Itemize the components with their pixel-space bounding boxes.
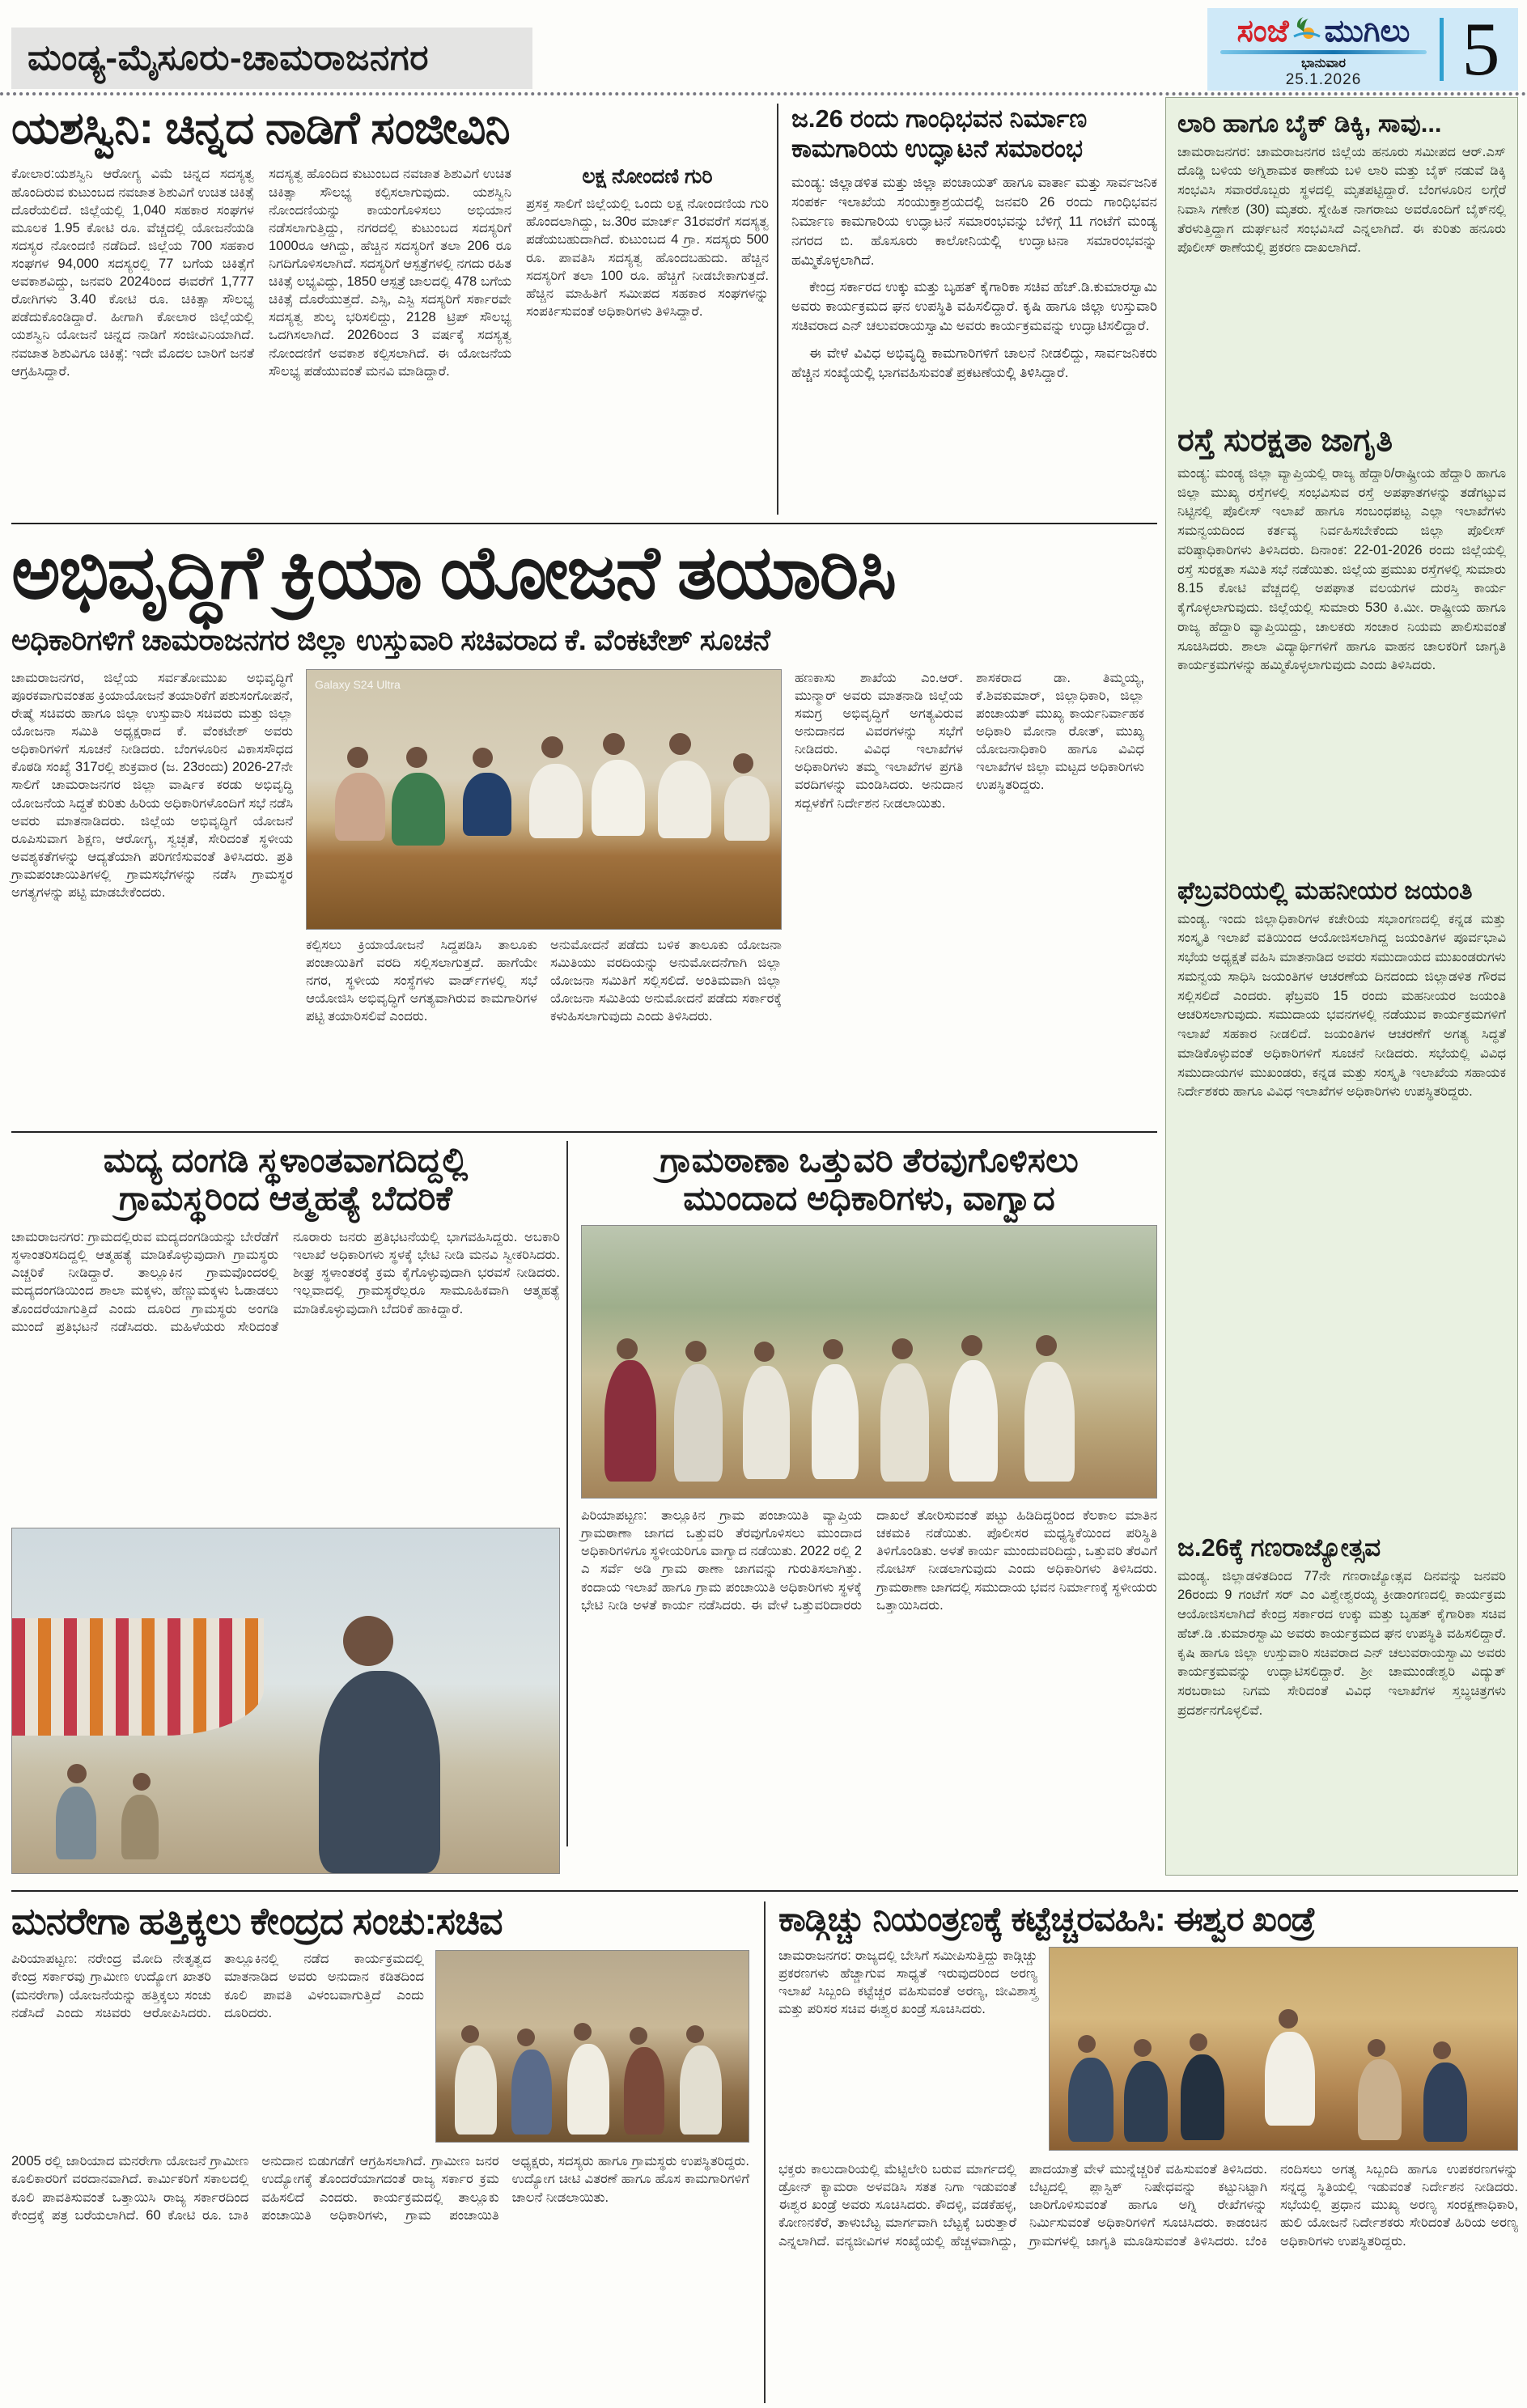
masthead-title-blue: ಮುಗಿಲು xyxy=(1324,15,1410,49)
article-gandhibhavan-p1: ಮಂಡ್ಯ: ಜಿಲ್ಲಾಡಳಿತ ಮತ್ತು ಜಿಲ್ಲಾ ಪಂಚಾಯತ್ ಹಾಗೂ ವಾರ್ತಾ ಮತ್ತು ಸಾರ್ವಜನಿಕ ಸಂಪರ್ಕ ಇಲಾಖೆಯ ಸಂಯುಕ್ತಾಶ್ರಯದಲ್ಲಿ ಜನವರಿ 26 ರಂದು ಗಾಂಧಿಭವನ ನಿರ್ಮಾಣ ಕಾಮಗಾರಿಯ ಉದ್ಘಾಟನೆ ಸಮಾರಂಭವನ್ನು ಬೆಳಿಗ್ಗೆ 11 ಗಂಟೆಗೆ ಮಂಡ್ಯ ನಗರದ ಬಿ. ಹೊಸೂರು ಕಾಲೋನಿಯಲ್ಲಿ ಉದ್ಘಾಟನಾ ಸಮಾರಂಭವನ್ನು ಹಮ್ಮಿಕೊಳ್ಳಲಾಗಿದೆ. xyxy=(791,175,1157,268)
right-rail xyxy=(1165,97,1518,1876)
article-forest-fire-cap1: ಭಕ್ತರು ಕಾಲುದಾರಿಯಲ್ಲಿ ಮೆಟ್ಟಿಲೇರಿ ಬರುವ ಮಾರ್ಗದಲ್ಲಿ ಡ್ರೋನ್ ಕ್ಯಾಮರಾ ಅಳವಡಿಸಿ ಸತತ ನಿಗಾ ಇಡುವಂತೆ ಈಶ್ವರ ಖಂಡ್ರೆ ಅವರು ಸೂಚಿಸಿದರು. xyxy=(778,2162,1016,2213)
article-main xyxy=(11,523,1157,1090)
article-gandhibhavan-headline-line1: ಜ.26 ರಂದು ಗಾಂಧಿಭವನ ನಿರ್ಮಾಣ xyxy=(791,104,1088,133)
region-header-text: ಮಂಡ್ಯ-ಮೈಸೂರು-ಚಾಮರಾಜನಗರ xyxy=(28,38,429,78)
masthead-date: 25.1.2026 xyxy=(1285,71,1362,88)
rail-story-road-safety xyxy=(1177,423,1506,876)
masthead-day: ಭಾನುವಾರ xyxy=(1301,57,1346,70)
event-photo xyxy=(435,1950,749,2143)
article-yashasvini-headline: ಯಶಸ್ವಿನಿ: ಚಿನ್ನದ ನಾಡಿಗೆ ಸಂಜೀವಿನಿ xyxy=(11,102,510,153)
palm-sun-logo xyxy=(1292,17,1321,47)
article-gramathana xyxy=(566,1141,1157,1846)
article-gramathana-body: ಪಿರಿಯಾಪಟ್ಟಣ: ತಾಲ್ಲೂಕಿನ ಗ್ರಾಮ ಪಂಚಾಯಿತಿ ವ್ಯಾಪ್ತಿಯ ಗ್ರಾಮಠಾಣಾ ಜಾಗದ ಒತ್ತುವರಿ ತೆರವುಗೊಳಿಸಲು ಮುಂದಾದ ಅಧಿಕಾರಿಗಳಿಗೂ ಸ್ಥಳೀಯರಿಗೂ ವಾಗ್ವಾದ ನಡೆಯಿತು. 2022 ರಲ್ಲಿ 2 ಎ ಸರ್ವೆ ಅಡಿ ಗ್ರಾಮ ಠಾಣಾ ಜಾಗವನ್ನು ಗುರುತಿಸಲಾಗಿತ್ತು. ಕಂದಾಯ ಇಲಾಖೆ ಹಾಗೂ ಗ್ರಾಮ ಪಂಚಾಯಿತಿ ಅಧಿಕಾರಿಗಳು ಸ್ಥಳಕ್ಕೆ ಭೇಟಿ ನೀಡಿ ಅಳತೆ ಕಾರ್ಯ ನಡೆಸಿದರು. ಈ ವೇಳೆ ಒತ್ತುವರಿದಾರರು ದಾಖಲೆ ತೋರಿಸುವಂತೆ ಪಟ್ಟು ಹಿಡಿದಿದ್ದರಿಂದ ಕೆಲಕಾಲ ಮಾತಿನ ಚಕಮಕಿ ನಡೆಯಿತು. ಪೊಲೀಸರ ಮಧ್ಯಸ್ಥಿಕೆಯಿಂದ ಪರಿಸ್ಥಿತಿ ತಿಳಿಗೊಂಡಿತು. ಅಳತೆ ಕಾರ್ಯ ಮುಂದುವರಿದಿದ್ದು, ಒತ್ತುವರಿ ತೆರವಿಗೆ ನೋಟಿಸ್ ನೀಡಲಾಗುವುದು ಎಂದು ಅಧಿಕಾರಿಗಳು ತಿಳಿಸಿದರು. ಗ್ರಾಮಠಾಣಾ ಜಾಗದಲ್ಲಿ ಸಮುದಾಯ ಭವನ ನಿರ್ಮಾಣಕ್ಕೆ ಸ್ಥಳೀಯರು ಒತ್ತಾಯಿಸಿದರು. xyxy=(581,1508,1157,1613)
masthead-underline xyxy=(1220,50,1427,54)
eviction-site-photo xyxy=(581,1225,1157,1499)
masthead-divider xyxy=(1440,18,1444,81)
masthead-title-block xyxy=(1212,11,1435,87)
rail-accident-headline: ಲಾರಿ ಹಾಗೂ ಬೈಕ್ ಡಿಕ್ಕಿ, ಸಾವು... xyxy=(1177,109,1442,138)
article-gandhibhavan xyxy=(777,104,1157,515)
article-mgnrega-lead: ಪಿರಿಯಾಪಟ್ಟಣ: ನರೇಂದ್ರ ಮೋದಿ ನೇತೃತ್ವದ ಕೇಂದ್ರ ಸರ್ಕಾರವು ಗ್ರಾಮೀಣ ಉದ್ಯೋಗ ಖಾತರಿ (ಮನರೇಗಾ) ಯೋಜನೆಯನ್ನು ಹತ್ತಿಕ್ಕಲು ಸಂಚು ನಡೆಸಿದೆ ಎಂದು ಸಚಿವರು ಆರೋಪಿಸಿದರು. ತಾಲ್ಲೂಕಿನಲ್ಲಿ ನಡೆದ ಕಾರ್ಯಕ್ರಮದಲ್ಲಿ ಮಾತನಾಡಿದ ಅವರು ಅನುದಾನ ಕಡಿತದಿಂದ ಕೂಲಿ ಪಾವತಿ ವಿಳಂಬವಾಗುತ್ತಿದೆ ಎಂದು ದೂರಿದರು. xyxy=(11,1952,424,2020)
rail-jayanti-body: ಮಂಡ್ಯ. ಇಂದು ಜಿಲ್ಲಾಧಿಕಾರಿಗಳ ಕಚೇರಿಯ ಸಭಾಂಗಣದಲ್ಲಿ ಕನ್ನಡ ಮತ್ತು ಸಂಸ್ಕೃತಿ ಇಲಾಖೆ ವತಿಯಿಂದ ಆಯೋಜಿಸಲಾಗಿದ್ದ ಜಯಂತಿಗಳ ಪೂರ್ವಭಾವಿ ಸಭೆಯ ಅಧ್ಯಕ್ಷತೆ ವಹಿಸಿ ಮಾತನಾಡಿದ ಅವರು ಸಮುದಾಯದ ಮುಖಂಡರುಗಳು ಸಮನ್ವಯ ಸಾಧಿಸಿ ಜಯಂತಿಗಳ ಆಚರಣೆಯ ದಿನದಂದು ಜಿಲ್ಲಾಡಳಿತ ಗೌರವ ಸಲ್ಲಿಸಲಿದೆ ಎಂದರು. ಫೆಬ್ರವರಿ 15 ರಂದು ಮಹನೀಯರ ಜಯಂತಿ ಆಚರಿಸಲಾಗುವುದು. ಸಮುದಾಯ ಭವನಗಳಲ್ಲಿ ನಡೆಯುವ ಕಾರ್ಯಕ್ರಮಗಳಿಗೆ ಇಲಾಖೆ ಸಹಕಾರ ನೀಡಲಿದೆ. ಜಯಂತಿಗಳ ಆಚರಣೆಗೆ ಅಗತ್ಯ ಸಿದ್ಧತೆ ಮಾಡಿಕೊಳ್ಳುವಂತೆ ಅಧಿಕಾರಿಗಳಿಗೆ ಸೂಚನೆ ನೀಡಿದರು. ಸಭೆಯಲ್ಲಿ ವಿವಿಧ ಸಮುದಾಯಗಳ ಮುಖಂಡರು, ಕನ್ನಡ ಮತ್ತು ಸಂಸ್ಕೃತಿ ಇಲಾಖೆಯ ಸಹಾಯಕ ನಿರ್ದೇಶಕರು ಹಾಗೂ ವಿವಿಧ ಇಲಾಖೆಗಳ ಅಧಿಕಾರಿಗಳು ಉಪಸ್ಥಿತರಿದ್ದರು. xyxy=(1177,911,1506,1100)
rail-story-accident xyxy=(1177,109,1506,423)
article-forest-fire-headline: ಕಾಡ್ಗಿಚ್ಚು ನಿಯಂತ್ರಣಕ್ಕೆ ಕಟ್ಟೆಚ್ಚರವಹಿಸಿ: ಈಶ್ವರ ಖಂಡ್ರೆ xyxy=(778,1900,1315,1938)
article-gandhibhavan-headline-line2: ಕಾಮಗಾರಿಯ ಉದ್ಘಾಟನೆ ಸಮಾರಂಭ xyxy=(791,134,1084,163)
row3-divider xyxy=(11,1131,1157,1133)
protest-photo xyxy=(11,1528,560,1874)
rail-republic-day-body: ಮಂಡ್ಯ. ಜಿಲ್ಲಾಡಳಿತದಿಂದ 77ನೇ ಗಣರಾಜ್ಯೋತ್ಸವ ದಿನವನ್ನು ಜನವರಿ 26ರಂದು 9 ಗಂಟೆಗೆ ಸರ್ ಎಂ ವಿಶ್ವೇಶ್ವರಯ್ಯ ಕ್ರೀಡಾಂಗಣದಲ್ಲಿ ಕಾರ್ಯಕ್ರಮ ಆಯೋಜಿಸಲಾಗಿದೆ ಕೇಂದ್ರ ಸರ್ಕಾರದ ಉಕ್ಕು ಮತ್ತು ಬೃಹತ್ ಕೈಗಾರಿಕಾ ಸಚಿವ ಹೆಚ್.ಡಿ .ಕುಮಾರಸ್ವಾಮಿ ಅವರು ಕಾರ್ಯಕ್ರಮದ ಘನ ಉಪಸ್ಥಿತಿ ವಹಿಸಲಿದ್ದಾರೆ. ಕೃಷಿ ಹಾಗೂ ಜಿಲ್ಲಾ ಉಸ್ತುವಾರಿ ಸಚಿವರಾದ ಎನ್ ಚಲುವರಾಯಸ್ವಾಮಿ ಅವರು ಕಾರ್ಯಕ್ರಮವನ್ನು ಉದ್ಘಾಟಿಸಲಿದ್ದಾರೆ. ಶ್ರೀ ಚಾಮುಂಡೇಶ್ವರಿ ವಿದ್ಯುತ್ ಸರಬರಾಜು ನಿಗಮ ಸೇರಿದಂತೆ ವಿವಿಧ ಇಲಾಖೆಗಳ ಸ್ತಬ್ಧಚಿತ್ರಗಳು ಪ್ರದರ್ಶನಗೊಳ್ಳಲಿವೆ. xyxy=(1177,1568,1506,1718)
row4-divider xyxy=(11,1890,1518,1892)
article-gramathana-headline-line1: ಗ್ರಾಮಠಾಣಾ ಒತ್ತುವರಿ ತೆರವುಗೊಳಿಸಲು xyxy=(660,1141,1079,1179)
article-yashasvini-col2: ಸದಸ್ಯತ್ವ ಹೊಂದಿದ ಕುಟುಂಬದ ನವಜಾತ ಶಿಶುವಿಗೆ ಉಚಿತ ಚಿಕಿತ್ಸಾ ಸೌಲಭ್ಯ ಕಲ್ಪಿಸಲಾಗುವುದು. ಯಶಸ್ವಿನಿ ನೋಂದಣಿಯನ್ನು ಕಾಯಂಗೊಳಿಸಲು ಅಭಿಯಾನ ನಡೆಸಲಾಗುತ್ತಿದ್ದು, ನಗರದಲ್ಲಿ ಕುಟುಂಬದ ಸದಸ್ಯರಿಗೆ 1000ರೂ ಆಗಿದ್ದು, ಹೆಚ್ಚಿನ ಸದಸ್ಯರಿಗೆ ತಲಾ 206 ರೂ ನಿಗದಿಗೊಳಿಸಲಾಗಿದೆ. ಸದಸ್ಯರಿಗೆ ಆಸ್ಪತ್ರೆಗಳಲ್ಲಿ ನಗದು ರಹಿತ ಚಿಕಿತ್ಸೆ ಲಭ್ಯವಿದ್ದು, 1850 ಆಸ್ಪತ್ರೆ ಜಾಲದಲ್ಲಿ 478 ಬಗೆಯ ಚಿಕಿತ್ಸೆ ದೊರೆಯುತ್ತದೆ. ಎಸ್ಸಿ, ಎಸ್ಟಿ ಸದಸ್ಯರಿಗೆ ಸರ್ಕಾರವೇ ಸದಸ್ಯತ್ವ ಶುಲ್ಕ ಭರಿಸಲಿದ್ದು, 2128 ಟ್ರಿಪ್ ಸೌಲಭ್ಯ ಒದಗಿಸಲಾಗಿದೆ. 2026ರಿಂದ 3 ವರ್ಷಕ್ಕೆ ಸದಸ್ಯತ್ವ ನೋಂದಣಿಗೆ ಅವಕಾಶ ಕಲ್ಪಿಸಲಾಗಿದೆ. ಈ ಯೋಜನೆಯ ಸೌಲಭ್ಯ ಪಡೆಯುವಂತೆ ಮನವಿ ಮಾಡಿದ್ದಾರೆ. xyxy=(269,167,511,379)
article-gandhibhavan-p3: ಈ ವೇಳೆ ವಿವಿಧ ಅಭಿವೃದ್ಧಿ ಕಾಮಗಾರಿಗಳಿಗೆ ಚಾಲನೆ ನೀಡಲಿದ್ದು, ಸಾರ್ವಜನಿಕರು ಹೆಚ್ಚಿನ ಸಂಖ್ಯೆಯಲ್ಲಿ ಭಾಗವಹಿಸುವಂತೆ ಪ್ರಕಟಣೆಯಲ್ಲಿ ತಿಳಿಸಿದ್ದಾರೆ. xyxy=(791,345,1157,380)
article-forest-fire xyxy=(764,1901,1518,2403)
article-forest-fire-body2: ಬೆಟ್ಟದಲ್ಲಿ ಪ್ಲಾಸ್ಟಿಕ್ ನಿಷೇಧವನ್ನು ಕಟ್ಟುನಿಟ್ಟಾಗಿ ಜಾರಿಗೊಳಿಸುವಂತೆ ಹಾಗೂ ಅಗ್ನಿ ರೇಖೆಗಳನ್ನು ನಿರ್ಮಿಸುವಂತೆ ಅಧಿಕಾರಿಗಳಿಗೆ ಸೂಚಿಸಿದರು. ಕಾಡಂಚಿನ ಗ್ರಾಮಗಳಲ್ಲಿ ಜಾಗೃತಿ ಮೂಡಿಸುವಂತೆ ತಿಳಿಸಿದರು. ಬೆಂಕಿ ನಂದಿಸಲು ಅಗತ್ಯ ಸಿಬ್ಬಂದಿ ಹಾಗೂ ಉಪಕರಣಗಳನ್ನು ಸನ್ನದ್ಧ ಸ್ಥಿತಿಯಲ್ಲಿ ಇಡುವಂತೆ ನಿರ್ದೇಶನ ನೀಡಿದರು. ಸಭೆಯಲ್ಲಿ ಪ್ರಧಾನ ಮುಖ್ಯ ಅರಣ್ಯ ಸಂರಕ್ಷಣಾಧಿಕಾರಿ, ಹುಲಿ ಯೋಜನೆ ನಿರ್ದೇಶಕರು ಸೇರಿದಂತೆ ಹಿರಿಯ ಅರಣ್ಯ ಅಧಿಕಾರಿಗಳು ಉಪಸ್ಥಿತರಿದ್ದರು. xyxy=(1029,2162,1518,2249)
article-main-mid-col2: ಅನುಮೋದನೆ ಪಡೆದು ಬಳಿಕ ತಾಲೂಕು ಯೋಜನಾ ಸಮಿತಿಯು ವರದಿಯನ್ನು ಅನುಮೋದನೆಗಾಗಿ ಜಿಲ್ಲಾ ಯೋಜನಾ ಸಮಿತಿಗೆ ಸಲ್ಲಿಸಲಿದೆ. ಅಂತಿಮವಾಗಿ ಜಿಲ್ಲಾ ಯೋಜನಾ ಸಮಿತಿಯ ಅನುಮೋದನೆ ಪಡೆದು ಸರ್ಕಾರಕ್ಕೆ ಕಳುಹಿಸಲಾಗುವುದು ಎಂದು ತಿಳಿಸಿದರು. xyxy=(550,937,782,1024)
region-header xyxy=(11,28,532,89)
article-mgnrega xyxy=(11,1901,749,2395)
article-mgnrega-body: 2005 ರಲ್ಲಿ ಜಾರಿಯಾದ ಮನರೇಗಾ ಯೋಜನೆ ಗ್ರಾಮೀಣ ಕೂಲಿಕಾರರಿಗೆ ವರದಾನವಾಗಿದೆ. ಕಾರ್ಮಿಕರಿಗೆ ಸಕಾಲದಲ್ಲಿ ಕೂಲಿ ಪಾವತಿಸುವಂತೆ ಒತ್ತಾಯಿಸಿ ರಾಜ್ಯ ಸರ್ಕಾರದಿಂದ ಕೇಂದ್ರಕ್ಕೆ ಪತ್ರ ಬರೆಯಲಾಗಿದೆ. 60 ಕೋಟಿ ರೂ. ಬಾಕಿ ಅನುದಾನ ಬಿಡುಗಡೆಗೆ ಆಗ್ರಹಿಸಲಾಗಿದೆ. ಗ್ರಾಮೀಣ ಜನರ ಉದ್ಯೋಗಕ್ಕೆ ತೊಂದರೆಯಾಗದಂತೆ ರಾಜ್ಯ ಸರ್ಕಾರ ಕ್ರಮ ವಹಿಸಲಿದೆ ಎಂದರು. ಕಾರ್ಯಕ್ರಮದಲ್ಲಿ ತಾಲ್ಲೂಕು ಪಂಚಾಯಿತಿ ಅಧಿಕಾರಿಗಳು, ಗ್ರಾಮ ಪಂಚಾಯಿತಿ ಅಧ್ಯಕ್ಷರು, ಸದಸ್ಯರು ಹಾಗೂ ಗ್ರಾಮಸ್ಥರು ಉಪಸ್ಥಿತರಿದ್ದರು. ಉದ್ಯೋಗ ಚೀಟಿ ವಿತರಣೆ ಹಾಗೂ ಹೊಸ ಕಾಮಗಾರಿಗಳಿಗೆ ಚಾಲನೆ ನೀಡಲಾಯಿತು. xyxy=(11,2154,749,2223)
rail-story-republic-day xyxy=(1177,1533,1506,1721)
article-mgnrega-headline: ಮನರೇಗಾ ಹತ್ತಿಕ್ಕಲು ಕೇಂದ್ರದ ಸಂಚು:ಸಚಿವ xyxy=(11,1900,503,1942)
article-yashasvini xyxy=(11,104,769,380)
article-forest-fire-body xyxy=(778,2160,1518,2403)
rail-road-safety-headline: ರಸ್ತೆ ಸುರಕ್ಷತಾ ಜಾಗೃತಿ xyxy=(1177,423,1393,458)
article-liquor-shop xyxy=(11,1141,560,1874)
article-yashasvini-subhead: ಲಕ್ಷ ನೋಂದಣಿ ಗುರಿ xyxy=(582,165,713,189)
rail-road-safety-body: ಮಂಡ್ಯ: ಮಂಡ್ಯ ಜಿಲ್ಲಾ ವ್ಯಾಪ್ತಿಯಲ್ಲಿ ರಾಜ್ಯ ಹೆದ್ದಾರಿ/ರಾಷ್ಟ್ರೀಯ ಹೆದ್ದಾರಿ ಹಾಗೂ ಜಿಲ್ಲಾ ಮುಖ್ಯ ರಸ್ತೆಗಳಲ್ಲಿ ಸಂಭವಿಸುವ ರಸ್ತೆ ಅಪಘಾತಗಳನ್ನು ತಡೆಗಟ್ಟುವ ನಿಟ್ಟಿನಲ್ಲಿ ಪೊಲೀಸ್ ಇಲಾಖೆ ಹಾಗೂ ಸಂಬಂಧಪಟ್ಟ ಎಲ್ಲಾ ಇಲಾಖೆಗಳು ಸಮನ್ವಯದಿಂದ ಕರ್ತವ್ಯ ನಿರ್ವಹಿಸಬೇಕೆಂದು ಜಿಲ್ಲಾ ಪೊಲೀಸ್ ವರಿಷ್ಠಾಧಿಕಾರಿಗಳು ತಿಳಿಸಿದರು. ದಿನಾಂಕ: 22-01-2026 ರಂದು ಜಿಲ್ಲೆಯಲ್ಲಿ ರಸ್ತೆ ಸುರಕ್ಷತಾ ಸಮಿತಿ ಸಭೆ ನಡೆಯಿತು. ಜಿಲ್ಲೆಯ ಪ್ರಮುಖ ರಸ್ತೆಗಳಲ್ಲಿ ಸುಮಾರು 8.15 ಕೋಟಿ ವೆಚ್ಚದಲ್ಲಿ ಅಪಘಾತ ವಲಯಗಳ ದುರಸ್ತಿ ಕಾರ್ಯ ಕೈಗೊಳ್ಳಲಾಗುವುದು. ಜಿಲ್ಲೆಯಲ್ಲಿ ಸುಮಾರು 530 ಕಿ.ಮೀ. ರಾಷ್ಟ್ರೀಯ ಹಾಗೂ ರಾಜ್ಯ ಹೆದ್ದಾರಿ ವ್ಯಾಪ್ತಿಯಿದ್ದು, ಚಾಲಕರು ಸಂಚಾರ ನಿಯಮ ಪಾಲಿಸುವಂತೆ ಸೂಚಿಸಿದರು. ಶಾಲಾ ವಿದ್ಯಾರ್ಥಿಗಳಿಗೆ ಹಾಗೂ ವಾಹನ ಚಾಲಕರಿಗೆ ಜಾಗೃತಿ ಕಾರ್ಯಕ್ರಮಗಳನ್ನು ಹಮ್ಮಿಕೊಳ್ಳಲಾಗುವುದು ಎಂದು ತಿಳಿಸಿದರು. xyxy=(1177,465,1506,673)
tent-canopy xyxy=(12,1618,264,1736)
article-yashasvini-col1: ಕೋಲಾರ:ಯಶಸ್ವಿನಿ ಆರೋಗ್ಯ ವಿಮೆ ಚಿನ್ನದ ಸದಸ್ಯತ್ವ ಹೊಂದಿರುವ ಕುಟುಂಬದ ನವಜಾತ ಶಿಶುವಿಗೆ ಉಚಿತ ಚಿಕಿತ್ಸೆ ದೊರೆಯಲಿದೆ. ಜಿಲ್ಲೆಯಲ್ಲಿ 1,040 ಸಹಕಾರ ಸಂಘಗಳ ಮೂಲಕ 1.95 ಕೋಟಿ ರೂ. ವೆಚ್ಚದಲ್ಲಿ ಯೋಜನೆಯಡಿ ಸದಸ್ಯರ ನೋಂದಣಿ ನಡೆದಿದೆ. ಜಿಲ್ಲೆಯ 700 ಸಹಕಾರ ಸಂಘಗಳ 94,000 ಸದಸ್ಯರಲ್ಲಿ 77 ಬಗೆಯ ಚಿಕಿತ್ಸೆಗೆ ಅವಕಾಶವಿದ್ದು, ಜನವರಿ 2024ರಿಂದ ಈವರೆಗೆ 1,777 ರೋಗಿಗಳು 3.40 ಕೋಟಿ ರೂ. ಚಿಕಿತ್ಸಾ ಸೌಲಭ್ಯ ಪಡೆದುಕೊಂಡಿದ್ದಾರೆ. ಹೀಗಾಗಿ ಕೋಲಾರ ಜಿಲ್ಲೆಯಲ್ಲಿ ಯಶಸ್ವಿನಿ ಯೋಜನೆ ಚಿನ್ನದ ನಾಡಿಗೆ ಸಂಜೀವಿನಿಯಾಗಿದೆ. ನವಜಾತ ಶಿಶುವಿಗೂ ಚಿಕಿತ್ಸೆ: ಇದೇ ಮೊದಲ ಬಾರಿಗೆ ಜನತೆ ಆಗ್ರಹಿಸಿದ್ದಾರೆ. xyxy=(11,167,254,379)
article-gandhibhavan-p2: ಕೇಂದ್ರ ಸರ್ಕಾರದ ಉಕ್ಕು ಮತ್ತು ಬೃಹತ್ ಕೈಗಾರಿಕಾ ಸಚಿವ ಹೆಚ್.ಡಿ.ಕುಮಾರಸ್ವಾಮಿ ಅವರು ಕಾರ್ಯಕ್ರಮದ ಘನ ಉಪಸ್ಥಿತಿ ವಹಿಸಲಿದ್ದಾರೆ. ಕೃಷಿ ಹಾಗೂ ಜಿಲ್ಲಾ ಉಸ್ತುವಾರಿ ಸಚಿವರಾದ ಎನ್ ಚಲುವರಾಯಸ್ವಾಮಿ ಅವರು ಕಾರ್ಯಕ್ರಮವನ್ನು ಉದ್ಘಾಟಿಸಲಿದ್ದಾರೆ. xyxy=(791,279,1157,333)
rail-accident-body: ಚಾಮರಾಜನಗರ: ಚಾಮರಾಜನಗರ ಜಿಲ್ಲೆಯ ಹನೂರು ಸಮೀಪದ ಆರ್.ಎಸ್ ದೊಡ್ಡಿ ಬಳಿಯ ಅಗ್ನಿಶಾಮಕ ಠಾಣೆಯ ಬಳಿ ಲಾರಿ ಮತ್ತು ಬೈಕ್ ನಡುವೆ ಡಿಕ್ಕಿ ಸಂಭವಿಸಿ ಸವಾರರೊಬ್ಬರು ಸ್ಥಳದಲ್ಲಿ ಮೃತಪಟ್ಟಿದ್ದಾರೆ. ಬೆಂಗಳೂರಿನ ಲಗ್ಗೆರೆ ನಿವಾಸಿ ಗಣೇಶ (30) ಮೃತರು. ಸ್ನೇಹಿತ ನಾಗರಾಜು ಅವರೊಂದಿಗೆ ಬೈಕ್‌ನಲ್ಲಿ ತೆರಳುತ್ತಿದ್ದಾಗ ದುರ್ಘಟನೆ ಸಂಭವಿಸಿದೆ ಎನ್ನಲಾಗಿದೆ. ಈ ಕುರಿತು ಹನೂರು ಪೊಲೀಸ್ ಠಾಣೆಯಲ್ಲಿ ಪ್ರಕರಣ ದಾಖಲಾಗಿದೆ. xyxy=(1177,144,1506,256)
article-gramathana-headline-line2: ಮುಂದಾದ ಅಧಿಕಾರಿಗಳು, ವಾಗ್ವಾದ xyxy=(683,1179,1055,1218)
article-main-headline: ಅಭಿವೃದ್ಧಿಗೆ ಕ್ರಿಯಾ ಯೋಜನೆ ತಯಾರಿಸಿ xyxy=(11,532,896,614)
article-main-col1: ಚಾಮರಾಜನಗರ, ಜಿಲ್ಲೆಯ ಸರ್ವತೋಮುಖ ಅಭಿವೃದ್ಧಿಗೆ ಪೂರಕವಾಗುವಂತಹ ಕ್ರಿಯಾಯೋಜನೆ ತಯಾರಿಕೆಗೆ ಪಶುಸಂಗೋಪನೆ, ರೇಷ್ಮೆ ಸಚಿವರು ಹಾಗೂ ಜಿಲ್ಲಾ ಉಸ್ತುವಾರಿ ಸಚಿವರು ಮತ್ತು ಜಿಲ್ಲಾ ಯೋಜನಾ ಸಮಿತಿ ಅಧ್ಯಕ್ಷರಾದ ಕೆ. ವೆಂಕಟೇಶ್ ಅವರು ಅಧಿಕಾರಿಗಳಿಗೆ ಸೂಚನೆ ನೀಡಿದರು. ಬೆಂಗಳೂರಿನ ವಿಕಾಸಸೌಧದ ಕೊಠಡಿ ಸಂಖ್ಯೆ 317ರಲ್ಲಿ ಶುಕ್ರವಾರ (ಜ. 23ರಂದು) 2026-27ನೇ ಸಾಲಿಗೆ ಚಾಮರಾಜನಗರ ಜಿಲ್ಲಾ ವಾರ್ಷಿಕ ಕರಡು ಅಭಿವೃದ್ಧಿ ಯೋಜನೆಯ ಸಿದ್ಧತೆ ಕುರಿತು ಹಿರಿಯ ಅಧಿಕಾರಿಗಳೊಂದಿಗೆ ಸಭೆ ನಡೆಸಿ ಅವರು ಮಾತನಾಡಿದರು. ಜಿಲ್ಲೆಯ ಅಭಿವೃದ್ಧಿಗೆ ಯೋಜನೆ ರೂಪಿಸುವಾಗ ಶಿಕ್ಷಣ, ಆರೋಗ್ಯ, ಸ್ವಚ್ಛತೆ, ಸೇರಿದಂತೆ ಸ್ಥಳೀಯ ಅವಶ್ಯಕತೆಗಳನ್ನು ಆದ್ಯತೆಯಾಗಿ ಪರಿಗಣಿಸುವಂತೆ ತಿಳಿಸಿದರು. ಪ್ರತಿ ಗ್ರಾಮಪಂಚಾಯಿತಿಗಳಲ್ಲಿ ಗ್ರಾಮಸಭೆಗಳನ್ನು ನಡೆಸಿ ಗ್ರಾಮಸ್ಥರ ಅಗತ್ಯಗಳನ್ನು ಪಟ್ಟಿ ಮಾಡಬೇಕೆಂದರು. xyxy=(11,670,293,901)
article-main-mid-col1: ಕಲ್ಪಿಸಲು ಕ್ರಿಯಾಯೋಜನೆ ಸಿದ್ದಪಡಿಸಿ ತಾಲೂಕು ಪಂಚಾಯಿತಿಗೆ ವರದಿ ಸಲ್ಲಿಸಲಾಗುತ್ತದೆ. ಹಾಗೆಯೇ ನಗರ, ಸ್ಥಳೀಯ ಸಂಸ್ಥೆಗಳು ವಾರ್ಡ್‌ಗಳಲ್ಲಿ ಸಭೆ ಆಯೋಜಿಸಿ ಅಭಿವೃದ್ಧಿಗೆ ಅಗತ್ಯವಾಗಿರುವ ಕಾಮಗಾರಿಗಳ ಪಟ್ಟಿ ತಯಾರಿಸಲಿವೆ ಎಂದರು. xyxy=(306,937,537,1024)
masthead xyxy=(1207,8,1518,91)
rail-story-jayanti xyxy=(1177,876,1506,1533)
rail-republic-day-headline: ಜ.26ಕ್ಕೆ ಗಣರಾಜ್ಯೋತ್ಸವ xyxy=(1177,1533,1381,1562)
header-dotted-separator xyxy=(0,92,1527,95)
masthead-title-red: ಸಂಜೆ xyxy=(1236,15,1289,49)
article-liquor-headline-line2: ಗ್ರಾಮಸ್ಥರಿಂದ ಆತ್ಮಹತ್ಯೆ ಬೆದರಿಕೆ xyxy=(119,1179,452,1218)
photo-watermark: Galaxy S24 Ultra xyxy=(315,677,401,691)
article-main-right-col2: ಶಾಸಕರಾದ ಡಾ. ತಿಮ್ಮಯ್ಯ, ಕೆ.ಶಿವಕುಮಾರ್, ಜಿಲ್ಲಾಧಿಕಾರಿ, ಜಿಲ್ಲಾ ಪಂಚಾಯತ್ ಮುಖ್ಯ ಕಾರ್ಯನಿರ್ವಾಹಕ ಅಧಿಕಾರಿ ಮೋನಾ ರೋತ್, ಮುಖ್ಯ ಯೋಜನಾಧಿಕಾರಿ ಹಾಗೂ ವಿವಿಧ ಇಲಾಖೆಗಳ ಜಿಲ್ಲಾ ಮಟ್ಟದ ಅಧಿಕಾರಿಗಳು ಉಪಸ್ಥಿತರಿದ್ದರು. xyxy=(976,670,1144,793)
article-liquor-headline-line1: ಮದ್ಯ ದಂಗಡಿ ಸ್ಥಳಾಂತವಾಗದಿದ್ದಲ್ಲಿ xyxy=(103,1141,469,1179)
article-yashasvini-col3: ಪ್ರಸಕ್ತ ಸಾಲಿಗೆ ಜಿಲ್ಲೆಯಲ್ಲಿ ಒಂದು ಲಕ್ಷ ನೋಂದಣಿಯ ಗುರಿ ಹೊಂದಲಾಗಿದ್ದು, ಜ.30ರ ಮಾರ್ಚ್ 31ರವರೆಗೆ ಸದಸ್ಯತ್ವ ಪಡೆಯಬಹುದಾಗಿದೆ. ಕುಟುಂಬದ 4 ಗ್ರಾ. ಸದಸ್ಯರು 500 ರೂ. ಪಾವತಿಸಿ ಸದಸ್ಯತ್ವ ಹೊಂದಬಹುದು. ಹೆಚ್ಚಿನ ಸದಸ್ಯರಿಗೆ ತಲಾ 100 ರೂ. ಹೆಚ್ಚಿಗೆ ನೀಡಬೇಕಾಗುತ್ತದೆ. ಹೆಚ್ಚಿನ ಮಾಹಿತಿಗೆ ಸಮೀಪದ ಸಹಕಾರ ಸಂಘಗಳನ್ನು ಸಂಪರ್ಕಿಸುವಂತೆ ಅಧಿಕಾರಿಗಳು ತಿಳಿಸಿದ್ದಾರೆ. xyxy=(526,197,769,319)
article-forest-fire-cap2: ಕೌದಳ್ಳಿ, ವಡಕೆಹಳ್ಳ, ಕೋಣನಕೆರೆ, ತಾಳುಬೆಟ್ಟ ಮಾರ್ಗವಾಗಿ ಬೆಟ್ಟಕ್ಕೆ ಬರುತ್ತಾರೆ ಎನ್ನಲಾಗಿದೆ. ವನ್ಯಜೀವಿಗಳ ಸಂಖ್ಯೆಯಲ್ಲಿ ಹೆಚ್ಚಳವಾಗಿದ್ದು, ಪಾದಯಾತ್ರೆ ವೇಳೆ ಮುನ್ನೆಚ್ಚರಿಕೆ ವಹಿಸುವಂತೆ ತಿಳಿಸಿದರು. xyxy=(778,2162,1267,2249)
article-forest-fire-lead: ಚಾಮರಾಜನಗರ: ರಾಜ್ಯದಲ್ಲಿ ಬೇಸಿಗೆ ಸಮೀಪಿಸುತ್ತಿದ್ದು ಕಾಡ್ಗಿಚ್ಚು ಪ್ರಕರಣಗಳು ಹೆಚ್ಚಾಗುವ ಸಾಧ್ಯತೆ ಇರುವುದರಿಂದ ಅರಣ್ಯ ಇಲಾಖೆ ಸಿಬ್ಬಂದಿ ಕಟ್ಟೆಚ್ಚರ ವಹಿಸುವಂತೆ ಅರಣ್ಯ, ಜೀವಿಶಾಸ್ತ್ರ ಮತ್ತು ಪರಿಸರ ಸಚಿವ ಈಶ್ವರ ಖಂಡ್ರೆ ಸೂಚಿಸಿದರು. xyxy=(778,1948,1037,2017)
review-meeting-photo xyxy=(1049,1947,1518,2151)
article-liquor-body: ಚಾಮರಾಜನಗರ: ಗ್ರಾಮದಲ್ಲಿರುವ ಮದ್ಯದಂಗಡಿಯನ್ನು ಬೇರೆಡೆಗೆ ಸ್ಥಳಾಂತರಿಸದಿದ್ದಲ್ಲಿ ಆತ್ಮಹತ್ಯೆ ಮಾಡಿಕೊಳ್ಳುವುದಾಗಿ ಗ್ರಾಮಸ್ಥರು ಎಚ್ಚರಿಕೆ ನೀಡಿದ್ದಾರೆ. ತಾಲ್ಲೂಕಿನ ಗ್ರಾಮವೊಂದರಲ್ಲಿ ಮದ್ಯದಂಗಡಿಯಿಂದ ಶಾಲಾ ಮಕ್ಕಳು, ಹೆಣ್ಣುಮಕ್ಕಳು ಓಡಾಡಲು ತೊಂದರೆಯಾಗುತ್ತಿದೆ ಎಂದು ದೂರಿದ ಗ್ರಾಮಸ್ಥರು ಅಂಗಡಿ ಮುಂದೆ ಪ್ರತಿಭಟನೆ ನಡೆಸಿದರು. ಮಹಿಳೆಯರು ಸೇರಿದಂತೆ ನೂರಾರು ಜನರು ಪ್ರತಿಭಟನೆಯಲ್ಲಿ ಭಾಗವಹಿಸಿದ್ದರು. ಅಬಕಾರಿ ಇಲಾಖೆ ಅಧಿಕಾರಿಗಳು ಸ್ಥಳಕ್ಕೆ ಭೇಟಿ ನೀಡಿ ಮನವಿ ಸ್ವೀಕರಿಸಿದರು. ಶೀಘ್ರ ಸ್ಥಳಾಂತರಕ್ಕೆ ಕ್ರಮ ಕೈಗೊಳ್ಳುವುದಾಗಿ ಭರವಸೆ ನೀಡಿದರು. ಇಲ್ಲವಾದಲ್ಲಿ ಗ್ರಾಮಸ್ಥರೆಲ್ಲರೂ ಸಾಮೂಹಿಕವಾಗಿ ಆತ್ಮಹತ್ಯೆ ಮಾಡಿಕೊಳ್ಳುವುದಾಗಿ ಬೆದರಿಕೆ ಹಾಕಿದ್ದಾರೆ. xyxy=(11,1230,560,1334)
meeting-photo xyxy=(306,669,782,930)
article-main-subhead: ಅಧಿಕಾರಿಗಳಿಗೆ ಚಾಮರಾಜನಗರ ಜಿಲ್ಲಾ ಉಸ್ತುವಾರಿ ಸಚಿವರಾದ ಕೆ. ವೆಂಕಟೇಶ್ ಸೂಚನೆ xyxy=(11,622,770,656)
page-number: 5 xyxy=(1461,7,1500,91)
article-main-right-col1: ಹಣಕಾಸು ಶಾಖೆಯ ಎಂ.ಆರ್. ಮುನ್ಮಾರ್ ಅವರು ಮಾತನಾಡಿ ಜಿಲ್ಲೆಯ ಸಮಗ್ರ ಅಭಿವೃದ್ಧಿಗೆ ಅಗತ್ಯವಿರುವ ಅನುದಾನದ ವಿವರಗಳನ್ನು ಸಭೆಗೆ ನೀಡಿದರು. ವಿವಿಧ ಇಲಾಖೆಗಳ ಅಧಿಕಾರಿಗಳು ತಮ್ಮ ಇಲಾಖೆಗಳ ಪ್ರಗತಿ ವರದಿಗಳನ್ನು ಮಂಡಿಸಿದರು. ಅನುದಾನ ಸದ್ಬಳಕೆಗೆ ನಿರ್ದೇಶನ ನೀಡಲಾಯಿತು. xyxy=(795,670,963,811)
rail-jayanti-headline: ಫೆಬ್ರವರಿಯಲ್ಲಿ ಮಹನೀಯರ ಜಯಂತಿ xyxy=(1177,876,1473,905)
